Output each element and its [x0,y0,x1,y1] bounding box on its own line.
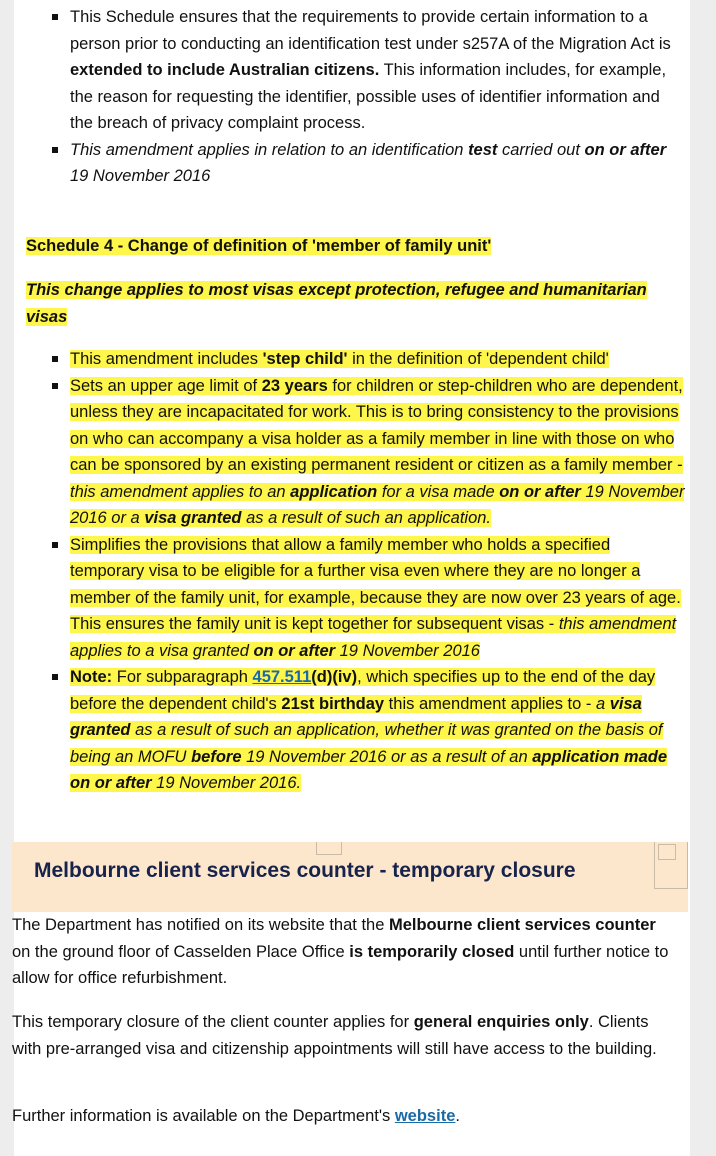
decorative-frame-icon [316,842,342,855]
bullet-square-icon [52,147,58,153]
decorative-frame-icon [654,842,688,889]
bullet-square-icon [52,356,58,362]
bullet-square-icon [52,542,58,548]
closure-scope-paragraph: This temporary closure of the client counter applies for general enquiries only. Clients with pre-arranged visa and citizenship appointments will still have access to the building. [12,1013,657,1058]
list-item: Note: For subparagraph 457.511(d)(iv), which specifies up to the end of the day before the dependent child's 21st birthday this amendment applies to - a visa granted as a result of such an application, whether it was granted on the basis of being an MOFU before 19 November 2016 or as a result of an application made on or after 19 November 2016. [14,664,690,797]
list-item: Simplifies the provisions that allow a family member who holds a specified temporary visa to be eligible for a further visa even where they are no longer a member of the family unit, for example, because they are now over 23 years of age. This ensures the family unit is kept together for subsequent visas - this amendment applies to a visa granted on or after 19 November 2016 [14,532,690,665]
section-banner [12,842,688,912]
list-item: This Schedule ensures that the requirements to provide certain information to a person prior to conducting an identification test under s257A of the Migration Act is extended to include Australian citizens. This information includes, for example, the reason for requesting the identifier, possible uses of identifier information and the breach of privacy complaint process. [14,4,690,137]
subparagraph-457-511-link[interactable]: 457.511 [252,668,312,686]
schedule-4-bullet-list [14,346,690,797]
further-info-paragraph: Further information is available on the Department's website. [12,1107,460,1125]
bullet-square-icon [52,14,58,20]
schedule-3-bullet-list [14,4,690,190]
bullet-square-icon [52,674,58,680]
website-link[interactable]: website [394,1107,456,1125]
schedule-4-heading: Schedule 4 - Change of definition of 'member of family unit' [26,237,492,255]
right-margin [690,0,716,1156]
list-item: Sets an upper age limit of 23 years for children or step-children who are dependent, unless they are incapacitated for work. This is to bring consistency to the provisions on who can accompany a visa holder as a family member in line with those on who can be sponsored by an existing permanent resident or citizen as a family member - this amendment applies to an application for a visa made on or after 19 November 2016 or a visa granted as a result of such an application. [14,373,690,532]
bullet-square-icon [52,383,58,389]
section-title: Melbourne client services counter - temporary closure [34,859,576,882]
list-item: This amendment includes 'step child' in the definition of 'dependent child' [14,346,690,373]
schedule-4-applies-note: This change applies to most visas except protection, refugee and humanitarian visas [26,281,647,326]
list-item: This amendment applies in relation to an identification test carried out on or after 19 November 2016 [14,137,690,190]
closure-notice-paragraph: The Department has notified on its website that the Melbourne client services counter on the ground floor of Casselden Place Office is temporarily closed until further notice to allow for office refurbishment. [12,916,669,987]
